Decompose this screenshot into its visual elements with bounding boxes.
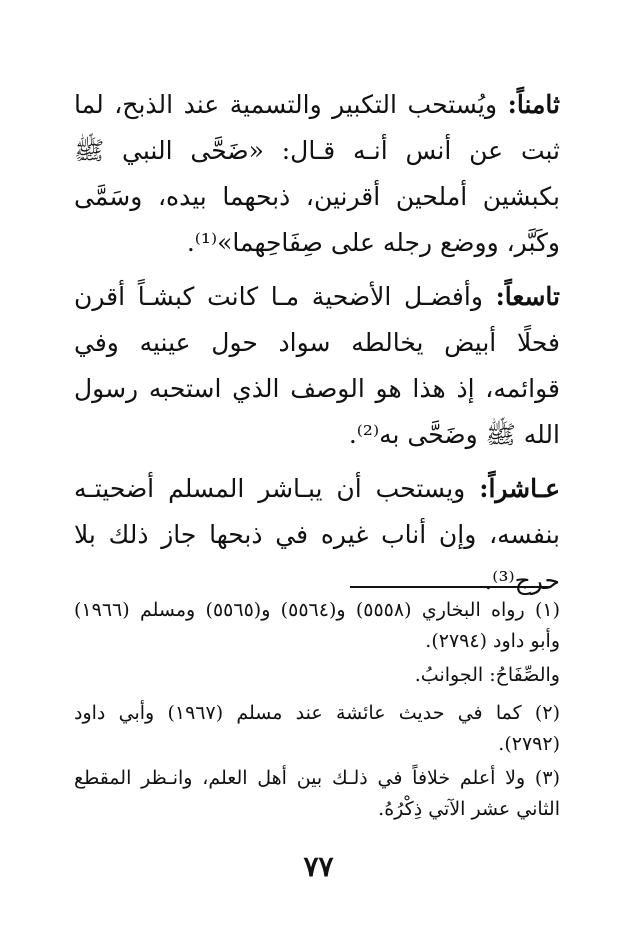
- paragraph-lead: تاسعاً:: [495, 282, 560, 311]
- paragraph-ninth: [74, 274, 560, 458]
- footnote-divider: [350, 586, 551, 588]
- paragraph-eighth: [74, 82, 560, 266]
- footnote-3: (٣) ولا أعلم خلافاً في ذلـك بين أهل العلم، وانـظر المقطع الثاني عشر الآتي ذِكْرُهُ.: [74, 767, 560, 820]
- paragraph-tenth: [74, 466, 560, 604]
- footnote-1: (١) رواه البخاري (٥٥٥٨) و(٥٥٦٤) و(٥٥٦٥) ومسلم (١٩٦٦) وأبو داود (٢٧٩٤).: [74, 599, 560, 652]
- paragraph-text: ويستحب أن يبـاشر المسلم أضحيتـه بنفسه، وإن أناب غيره في ذبحها جاز ذلك بلا حرج⁽³⁾.: [74, 474, 560, 595]
- paragraph-text: ويُستحب التكبير والتسمية عند الذبح، لما ثبت عن أنس أنـه قـال: «ضَحَّى النبي ﷺ بكبشين أملحين أقرنين، ذبحهما بيده، وسَمَّى وكَبَّر، ووضع رجله على صِفَاحِهما»⁽¹⁾.: [74, 90, 560, 257]
- footnote-2: (٢) كما في حديث عائشة عند مسلم (١٩٦٧) وأبي داود (٢٧٩٢).: [74, 702, 560, 755]
- paragraph-lead: عـاشراً:: [479, 474, 560, 503]
- page-number: ٧٧: [303, 850, 334, 883]
- footnote-1-gloss: والصِّفَاحُ: الجوانبُ.: [414, 664, 560, 686]
- paragraph-text: وأفضـل الأضحية مـا كانت كبشـاً أقرن فحلًا أبيض يخالطه سواد حول عينيه وفي قوائمه، إذ هذا هو الوصف الذي استحبه رسول الله ﷺ وضَحَّى به⁽²⁾.: [74, 282, 560, 449]
- paragraph-lead: ثامناً:: [507, 90, 560, 119]
